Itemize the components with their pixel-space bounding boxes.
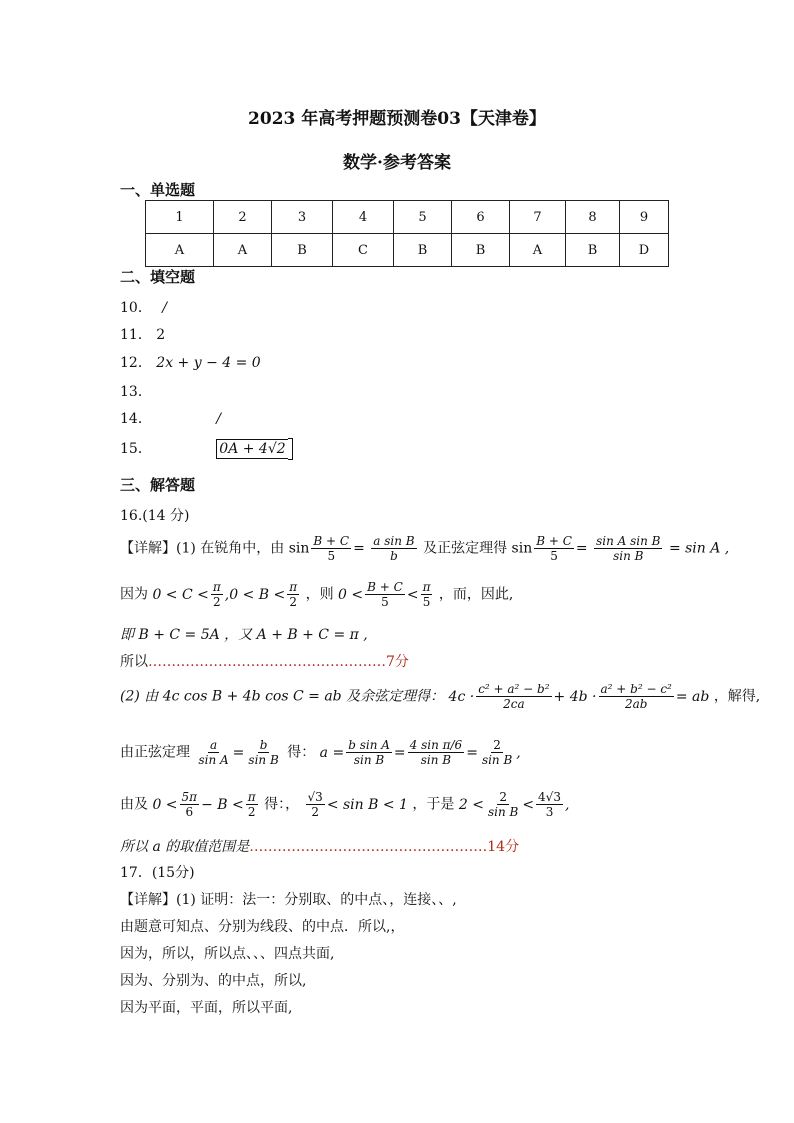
formula: sin (511, 540, 533, 557)
bracket-right (288, 438, 293, 460)
solution-text: 得：， (264, 796, 300, 813)
question-number: 10． (120, 300, 152, 316)
formula: sin (288, 540, 310, 557)
table-cell: 5 (394, 201, 452, 234)
solution-line: 【详解】(1) 在锐角中，由 sin $\frac{B + C}{5}$ = $\frac{\text{a sin B}}{b}$ 及正弦定理得 sin $\frac{B + C}{5}$ = $\frac{\text{sin A sin B}}{\text{sin B}}$ = sin A , (120, 534, 730, 563)
table-cell: 3 (272, 201, 333, 234)
solution-line: 由题意可知点、分别为线段、的中点．所以,， (120, 919, 405, 935)
solution-text: 【详解】(1) 在锐角中，由 (120, 540, 285, 557)
formula: $\frac{a}{\text{sin A}}$ = $\frac{b}{\text{sin B}}$ (198, 738, 279, 767)
table-cell: 1 (146, 201, 214, 234)
table-cell: B (452, 234, 510, 267)
table-cell: 8 (566, 201, 620, 234)
solution-line (120, 682, 760, 711)
solution-line (120, 738, 521, 767)
solution-text: ，于是 (412, 796, 455, 813)
solution-line: 即 B + C = 5A ，又 A + B + C = π , (120, 627, 368, 643)
question-17-heading: 17．(15分) (120, 865, 195, 881)
answer-table-answer-row (146, 234, 669, 267)
table-cell: A (146, 234, 214, 267)
answer-line-10 (120, 297, 167, 317)
solution-text: ，则 (305, 586, 334, 603)
document-title: 2023 年高考押题预测卷03【天津卷】 (248, 109, 546, 129)
score-label: 7分 (386, 654, 409, 670)
formula: 4c · $\frac{\text{c² + a² − b²}}{2ca}$ + 4b · $\frac{\text{a² + b² − c²}}{2ab}$ = ab (448, 682, 710, 711)
leader-dots: …………………………………………… (249, 839, 488, 855)
leader-dots: …………………………………………… (148, 654, 386, 670)
formula: 0 < C < $\frac{\pi}{2}$ ,0 < B < $\frac{\pi}{2}$ (152, 580, 298, 609)
table-cell: 9 (620, 201, 669, 234)
answer-value: / (162, 300, 167, 316)
solution-text: 所以 (120, 654, 148, 670)
answer-table-number-row (146, 201, 669, 234)
solution-line (120, 651, 409, 671)
formula: $\frac{√3}{2}$ < sin B < 1 (307, 790, 408, 819)
table-cell: B (394, 234, 452, 267)
table-cell: 7 (510, 201, 566, 234)
solution-line (120, 580, 513, 609)
table-cell: D (620, 234, 669, 267)
section-heading-fill-blank: 二、填空题 (120, 268, 196, 286)
table-cell: 6 (452, 201, 510, 234)
solution-text: 由正弦定理 (120, 744, 190, 761)
answer-line-15 (120, 438, 293, 460)
solution-line (120, 836, 519, 856)
answer-line-13 (120, 381, 152, 401)
solution-text: 及正弦定理得 (423, 540, 508, 557)
question-number: 12． (120, 355, 152, 371)
formula: 0 < $\frac{5\pi}{6}$ − B < $\frac{\pi}{2}$ (152, 790, 256, 819)
answer-line-12 (120, 352, 261, 372)
solution-text: 得： (287, 744, 316, 761)
table-cell: A (214, 234, 272, 267)
solution-text: 所以 a 的取值范围是 (120, 839, 250, 855)
formula: 2 < $\frac{2}{\text{sin B}}$ < $\frac{4√3}{3}$ , (458, 790, 570, 819)
question-number: 11． (120, 327, 152, 343)
answer-value: / (216, 411, 221, 427)
question-16-heading: 16.(14 分) (120, 508, 190, 524)
solution-line (120, 790, 569, 819)
formula: $\frac{\text{a sin B}}{b}$ (373, 534, 415, 563)
solution-line: 因为平面，平面，所以平面, (120, 1000, 293, 1016)
solution-text: ，而，因此, (438, 586, 514, 603)
answer-value: 2x + y − 4 = 0 (156, 355, 261, 371)
table-cell: C (333, 234, 394, 267)
answer-table (145, 200, 669, 267)
solution-text: 因为 (120, 586, 148, 603)
section-heading-solutions: 三、解答题 (120, 476, 196, 494)
table-cell: B (566, 234, 620, 267)
section-heading-single-choice: 一、单选题 (120, 181, 196, 199)
answer-line-14 (120, 408, 221, 428)
formula: a = $\frac{\text{b sin A}}{\text{sin B}}$ = $\frac{\text{4 sin π/6}}{\text{sin B}}$ = $\frac{2}{\text{sin B}}$ , (319, 738, 521, 767)
table-cell: A (510, 234, 566, 267)
solution-text: ，解得, (713, 688, 761, 705)
formula: $\frac{B + C}{5}$ (536, 534, 572, 563)
question-number: 13． (120, 384, 152, 400)
question-number: 14． (120, 411, 152, 427)
table-cell: B (272, 234, 333, 267)
solution-text: 由及 (120, 796, 148, 813)
question-number: 15． (120, 441, 152, 457)
solution-text: (2) 由 4c cos B + 4b cos C = ab 及余弦定理得： (120, 688, 445, 705)
solution-line: 因为、分别为、的中点，所以, (120, 973, 307, 989)
answer-value: 0A + 4√2 (216, 439, 287, 459)
solution-line: 【详解】(1) 证明：法一：分别取、的中点、，连接、、, (120, 892, 457, 908)
formula: 0 < $\frac{B + C}{5}$ < $\frac{\pi}{5}$ (338, 580, 431, 609)
formula: $\frac{\text{sin A sin B}}{\text{sin B}}$ (596, 534, 661, 563)
formula: = sin A , (668, 540, 730, 557)
formula: $\frac{B + C}{5}$ (313, 534, 350, 563)
solution-line: 因为，所以，所以点、、、四点共面, (120, 946, 335, 962)
answer-line-11 (120, 324, 165, 344)
document-subtitle: 数学·参考答案 (343, 153, 451, 173)
score-label: 14分 (487, 839, 520, 855)
table-cell: 4 (333, 201, 394, 234)
answer-value: 2 (156, 327, 166, 343)
table-cell: 2 (214, 201, 272, 234)
